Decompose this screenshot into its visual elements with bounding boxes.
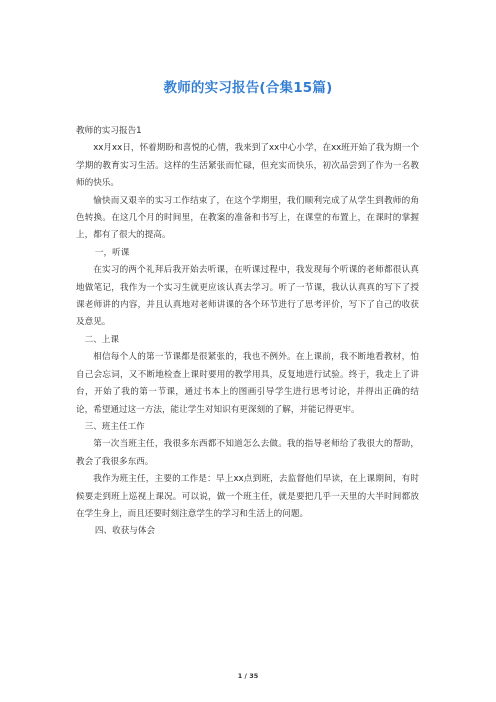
- section-heading-class-teacher: 三、班主任工作: [84, 421, 145, 432]
- body-paragraph: 在实习的两个礼拜后我开始去听课，在听课过程中，我发现每个听课的老师都很认真地做笔记，我作为一个实习生就更应该认真去学习。听了一节课，我认认真真的写下了授课老师讲的内容，并且认真地对老师讲课的各个环节进行了思考评价，写下了自己的收获及意见。: [76, 265, 419, 328]
- body-paragraph: 第一次当班主任，我很多东西都不知道怎么去做。我的指导老师给了我很大的帮助，教会了我很多东西。: [76, 439, 419, 467]
- report-subtitle: 教师的实习报告1: [76, 126, 142, 136]
- body-paragraph: 愉快而又艰辛的实习工作结束了，在这个学期里，我们顺利完成了从学生到教师的角色转换。在这几个月的时间里，在教案的准备和书写上，在课堂的布置上，在课时的掌握上，都有了很大的提高。: [76, 195, 419, 241]
- section-heading-listening: 一，听课: [94, 247, 130, 258]
- page-number: 1 / 35: [237, 672, 259, 680]
- document-title: 教师的实习报告(合集15篇): [163, 80, 333, 96]
- body-paragraph: xx月xx日，怀着期盼和喜悦的心情，我来到了xx中心小学，在xx班开始了我为期一个学期的教育实习生活。这样的生活紧张而忙碌，但充实而快乐，初次品尝到了作为一名教师的快乐。: [76, 143, 419, 189]
- section-heading-teaching: 二、上课: [84, 334, 119, 345]
- body-paragraph: 相信每个人的第一节课都是很紧张的，我也不例外。在上课前，我不断地看教材，怕自己会忘词，又不断地检查上课时要用的教学用具，反复地进行试验。终于，我走上了讲台，开始了我的第一节课，通过书本上的图画引导学生进行思考讨论，并得出正确的结论，希望通过这一方法，能让学生对知识有更深刻的了解，并能记得更牢。: [76, 352, 419, 415]
- body-paragraph: 我作为班主任，主要的工作是：早上xx点到班，去监督他们早读，在上课期间，有时候要走到班上巡视上课况。可以说，做一个班主任，就是要把几乎一天里的大半时间都放在学生身上，而且还要时刻注意学生的学习和生活上的问题。: [76, 474, 419, 519]
- document-body: [76, 123, 419, 541]
- section-heading-reflection: 四、收获与体会: [94, 526, 156, 537]
